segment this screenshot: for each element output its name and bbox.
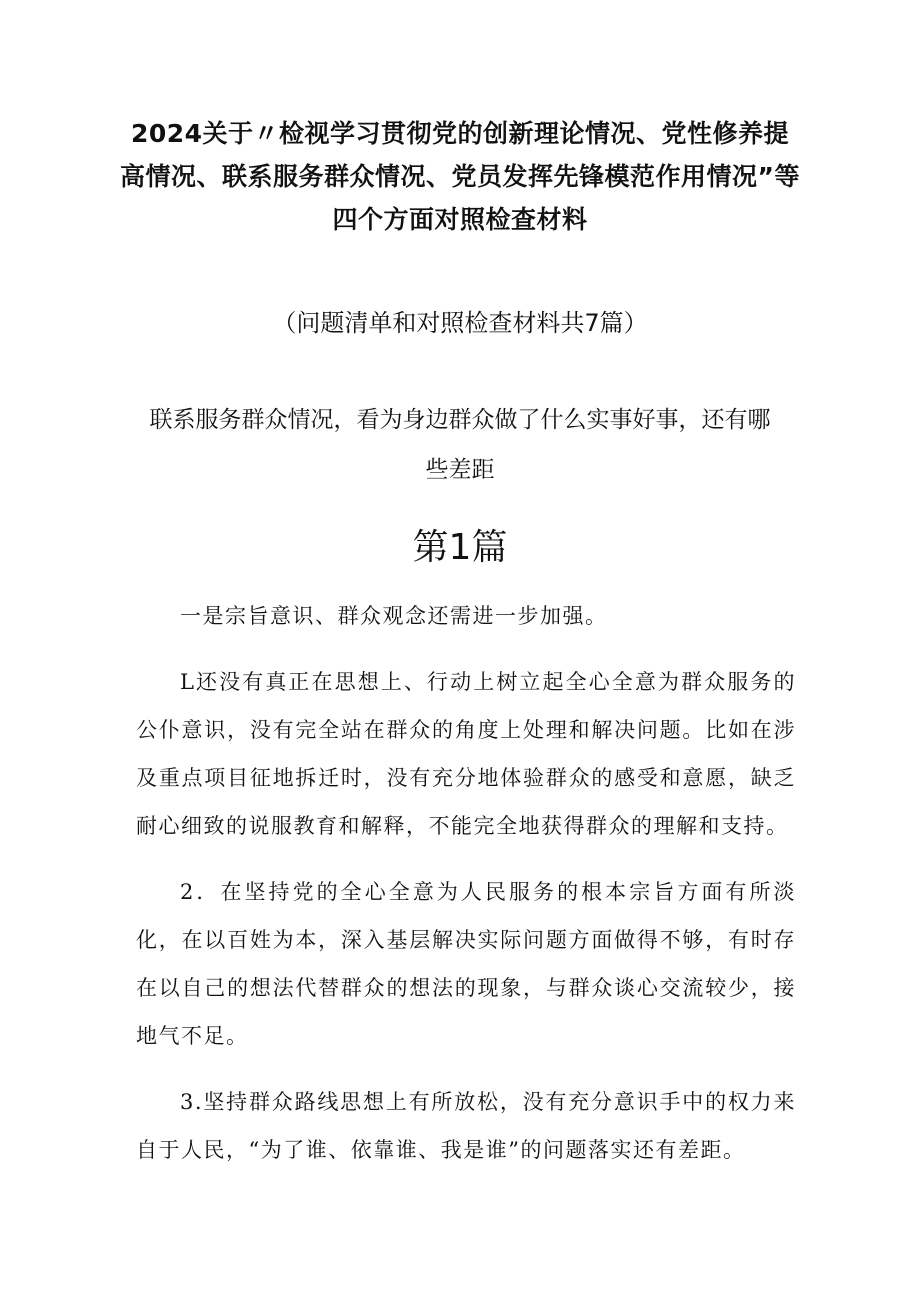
paragraph-item-2: 2．在坚持党的全心全意为人民服务的根本宗旨方面有所淡化，在以百姓为本，深入基层解决实际问题方面做得不够，有时存在以自己的想法代替群众的想法的现象，与群众谈心交流较少，接地气不足。 bbox=[136, 880, 796, 1048]
document-body bbox=[136, 592, 796, 1192]
document-title: 2024关于〃检视学习贯彻党的创新理论情况、党性修养提高情况、联系服务群众情况、党员发挥先锋模范作用情况”等四个方面对照检查材料 bbox=[120, 119, 800, 234]
section-heading: 联系服务群众情况，看为身边群众做了什么实事好事，还有哪些差距 bbox=[149, 407, 771, 483]
paragraph-item-3: 3.坚持群众路线思想上有所放松，没有充分意识手中的权力来自于人民，“为了谁、依靠谁、我是谁”的问题落实还有差距。 bbox=[136, 1090, 796, 1162]
paragraph-point-one: 一是宗旨意识、群众观念还需进一步加强。 bbox=[180, 604, 608, 628]
paragraph-item-1: L还没有真正在思想上、行动上树立起全心全意为群众服务的公仆意识，没有完全站在群众的角度上处理和解决问题。比如在涉及重点项目征地拆迁时，没有充分地体验群众的感受和意愿，缺乏耐心细致的说服教育和解释，不能完全地获得群众的理解和支持。 bbox=[136, 670, 796, 838]
chapter-heading: 第1篇 bbox=[412, 527, 508, 568]
document-subtitle: （问题清单和对照检查材料共7篇） bbox=[272, 309, 648, 337]
